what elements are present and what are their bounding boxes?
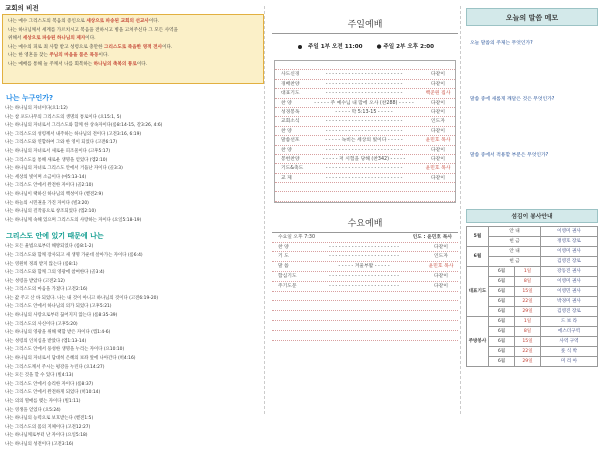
schedule-person: 이영미 권사 — [541, 247, 598, 257]
schedule-person: 미 리 아 — [541, 357, 598, 367]
order-detail: - - - - - 막 5:13-15 - - - - - — [335, 109, 393, 115]
vision-highlight: 주님의 마음을 품은 목동 — [49, 53, 99, 58]
order-detail: - - - - - - - - - - - - - - - - - - - - - - - - — [325, 175, 403, 181]
wednesday-order-row — [272, 262, 458, 272]
schedule-person: 이영미 권사 — [541, 227, 598, 237]
in-christ-statement: 나는 그리스도 안에서 풍성한 생명을 누리는 자이다 (요10:10) — [5, 347, 125, 353]
sunday-order-row — [275, 70, 455, 79]
schedule-day: 29일 — [515, 307, 541, 317]
order-person: 다같이 — [431, 156, 445, 162]
in-christ-statement: 나는 그리스도 안에서 승리한 자이다 (롬8:37) — [5, 381, 94, 387]
order-person: 다같이 — [434, 274, 448, 280]
right-panel — [466, 8, 598, 367]
order-label — [275, 183, 307, 191]
order-label: 말씀선포 — [281, 138, 300, 144]
schedule-month: 6월 — [489, 317, 515, 327]
order-person — [424, 292, 458, 301]
order-person: 다같이 — [431, 128, 445, 134]
schedule-person: 정영호 장로 — [541, 237, 598, 247]
sunday-order-table — [274, 60, 456, 203]
vision-text: 나는 예배를 통해 늘 주께서 나를 회복하는 — [8, 61, 94, 67]
vision-text: 이다. — [136, 61, 148, 67]
identity-statement: 나는 하나님이 택하신 하나님의 백성이다 (벧전2:9) — [5, 191, 104, 197]
sunday-order-row — [275, 117, 455, 126]
sunday-order-row — [275, 61, 455, 70]
schedule-day: 22일 — [515, 297, 541, 307]
left-panel — [2, 2, 264, 447]
vision-text: 이다. — [162, 44, 173, 50]
wednesday-time: 수요일 오후 7:30 — [278, 234, 315, 240]
order-label — [275, 61, 307, 69]
vision-text: 이다. — [85, 36, 96, 41]
identity-statement: 나는 세상의 빛이며 소금이다 (마5:13-14) — [5, 174, 87, 180]
schedule-role: 안 내 — [489, 227, 541, 237]
schedule-person: 드 보 라 — [541, 317, 598, 327]
memo-question: 오늘 말씀의 주제는 무엇인가? — [470, 41, 533, 46]
order-person: 다같이 — [431, 100, 445, 106]
order-label — [272, 321, 304, 330]
order-label — [272, 311, 304, 320]
memo-answer-space — [466, 104, 598, 138]
order-person: 다같이 — [431, 109, 445, 115]
in-christ-statement: 나는 하나님의 사랑으로부터 끊어지지 않는다 (롬8:35-39) — [5, 313, 118, 319]
wednesday-leader: 인도 : 윤민호 목사 — [412, 234, 452, 240]
in-christ-statement: 나는 그리스도와 함께 장사되고 새 생명 가운데 살아가는 자이다 (롬6:4) — [5, 252, 143, 258]
panel-divider — [264, 6, 265, 414]
sunday-order-row — [275, 136, 455, 145]
in-christ-statement: 나는 그리스도 안에서 완전하게 되었다 (히10:14) — [5, 390, 101, 396]
schedule-person: 에스더구역 — [541, 327, 598, 337]
in-christ-statement: 나는 하나님의 능력으로 보호받는다 (벧전1:5) — [5, 416, 94, 422]
order-detail: - - - - - - - - - - - - - - - - - - - - - - — [328, 244, 400, 250]
in-christ-statement: 나는 성령을 받았다 (고전2:12) — [5, 278, 65, 284]
sunday-order-row — [275, 146, 455, 155]
schedule-role: 안 내 — [489, 247, 541, 257]
order-detail: - - - - - - - - - - - - - - - - - - - - - - - - — [325, 119, 403, 125]
wednesday-header-row — [272, 233, 458, 243]
schedule-month: 6월 — [489, 287, 515, 297]
order-detail — [307, 183, 421, 191]
order-person: 윤민호 목사 — [425, 138, 451, 144]
schedule-person: 사역 구역 — [541, 337, 598, 347]
vision-text: 이다. — [148, 19, 160, 24]
schedule-person: 이영민 권사 — [541, 287, 598, 297]
in-christ-statement: 나는 하나님의 성전이다 (고전3:16) — [5, 441, 74, 447]
in-christ-statement: 나는 모든 율법으로부터 해방되었다 (롬8:1-2) — [5, 244, 94, 250]
identity-statement: 나는 하나님의 걸작품으로 창조되었다 (엡2:10) — [5, 209, 96, 215]
sunday-order-row — [275, 183, 455, 192]
order-person: 다같이 — [431, 147, 445, 153]
wednesday-order-row — [272, 282, 458, 292]
in-christ-statement: 나는 그리스도 안에서 하나님의 의가 되었다 (고후5:21) — [5, 304, 112, 310]
schedule-month: 6월 — [489, 307, 515, 317]
in-christ-statement: 나는 영생을 얻었다 (요5:24) — [5, 407, 61, 413]
schedule-title: 섬김이 봉사안내 — [466, 209, 598, 223]
schedule-role: 헌 금 — [489, 237, 541, 247]
schedule-day: 8일 — [515, 277, 541, 287]
bullet-icon — [298, 45, 302, 49]
schedule-month: 6월 — [489, 277, 515, 287]
order-person: 다같이 — [431, 81, 445, 87]
in-christ-statement: 나는 그리스도와 함께 그의 영광에 참여한다 (골3:4) — [5, 270, 105, 276]
order-label: 찬 양 — [281, 100, 292, 106]
identity-statement: 나는 그리스도의 성령께서 내주하는 하나님의 전이다 (고전3:16, 6:19) — [5, 131, 142, 137]
in-christ-statement: 나는 하나님께로부터 난 자이다 (요일5:18) — [5, 433, 88, 439]
order-label: 사도신경 — [281, 72, 300, 78]
order-person — [424, 331, 458, 340]
order-label: 경배찬양 — [281, 81, 300, 87]
schedule-person: 강동진 권사 — [541, 267, 598, 277]
in-christ-statement: 나는 값 주고 산 바 되었다. 나는 내 것이 아니고 하나님의 것이다 (고전6:19-20) — [5, 295, 159, 301]
order-detail: - - - - - - - - - - - - - - - - - - - - - - — [328, 274, 400, 280]
identity-statement: 나는 하나님께 속해 있으며 그리스도의 사랑하는 자이다 (요일5:18-19) — [5, 217, 142, 223]
schedule-day: 1일 — [515, 267, 541, 277]
order-detail: - - - - - 겨울부활 - - - - - — [338, 264, 390, 270]
vision-text: 이다. — [98, 53, 109, 58]
order-detail — [304, 311, 424, 320]
order-label: 교 제 — [281, 175, 292, 181]
identity-statement: 나는 하늘의 시민권을 가진 자이다 (빌3:20) — [5, 200, 89, 206]
sunday-order-row — [275, 108, 455, 117]
sunday-order-row — [275, 155, 455, 164]
sunday-service-times — [272, 34, 458, 60]
section-in-christ-title: 그리스도 안에 있기 때문에 나는 — [6, 232, 104, 241]
order-detail — [304, 321, 424, 330]
in-christ-statement: 나는 하나님의 영광을 위해 택함 받은 자이다 (엡1:4-6) — [5, 330, 111, 336]
order-label: 봉헌찬양 — [281, 156, 300, 162]
wednesday-order-table — [272, 243, 458, 341]
order-detail: - - - - - 주 예수님 내 맘에 오사 (찬288) - - - - - — [314, 100, 414, 106]
schedule-group: 5월 — [467, 227, 489, 247]
order-person: 인도자 — [434, 254, 448, 260]
in-christ-statement: 나는 성령의 인치심을 받았다 (엡1:13-14) — [5, 338, 87, 344]
order-detail: - - - - - - - - - - - - - - - - - - - - - - - - — [325, 128, 403, 134]
bullet-icon: ● — [376, 44, 382, 50]
vision-line — [8, 44, 258, 53]
order-person: 다같이 — [431, 175, 445, 181]
schedule-day: 8일 — [515, 327, 541, 337]
schedule-month: 6월 — [489, 337, 515, 347]
order-detail: - - - - - - - - - - - - - - - - - - - - - - - - — [325, 147, 403, 153]
schedule-month: 6월 — [489, 297, 515, 307]
schedule-group: 대표기도 — [467, 267, 489, 317]
order-label: 말 씀 — [278, 264, 289, 270]
schedule-role: 헌 금 — [489, 257, 541, 267]
vision-text: 위해서 — [8, 36, 23, 41]
in-christ-statement: 나는 그리스도의 사신이다 (고후5:20) — [5, 321, 78, 327]
order-detail: - - - - - - - - - - - - - - - - - - - - - - - - — [325, 166, 403, 172]
memo-answer-space — [466, 160, 598, 194]
sunday-order-row — [275, 164, 455, 173]
order-detail — [304, 331, 424, 340]
memo-questions — [466, 40, 598, 194]
order-detail: - - - - - - - - - - - - - - - - - - - - - - - - — [325, 91, 403, 97]
vision-highlight: 하나님의 축복의 통로 — [93, 61, 137, 67]
schedule-day: 15일 — [515, 337, 541, 347]
memo-title: 오늘의 말씀 메모 — [466, 8, 598, 26]
in-christ-statement: 나는 의의 열매를 맺는 자이다 (빌1:11) — [5, 399, 81, 404]
vision-text: 나는 한 영혼을 찾는 — [8, 53, 50, 58]
order-person — [421, 61, 455, 69]
section-who-am-i-list — [2, 105, 264, 225]
schedule-month: 6월 — [489, 347, 515, 357]
order-label: 찬 양 — [281, 147, 292, 153]
order-detail: - - - - - - - - - - - - - - - - - - - - - - - - — [325, 72, 403, 78]
schedule-day: 15일 — [515, 287, 541, 297]
schedule-row — [467, 317, 598, 327]
vision-line — [8, 27, 258, 36]
order-person — [424, 321, 458, 330]
order-detail: - - - - - 녹비는 세상의 빛이다 - - - - - — [325, 138, 403, 144]
schedule-table — [466, 226, 598, 367]
wednesday-service-title: 수요예배 — [272, 215, 458, 233]
identity-statement: 나는 그리스도를 통해 새로운 생명을 얻었다 (엡2:10) — [5, 157, 108, 163]
in-christ-statement: 나는 그리스도의 마음을 가졌다 (고전2:16) — [5, 287, 88, 293]
order-person: 다같이 — [431, 72, 445, 78]
schedule-person: 박경미 권사 — [541, 297, 598, 307]
wednesday-order-row — [272, 292, 458, 302]
sunday-order-row — [275, 174, 455, 183]
in-christ-statement: 나는 영원히 정죄 받지 않는다 (롬8:1) — [5, 261, 78, 267]
order-detail: - - - - - - - - - - - - - - - - - - - - - - — [328, 254, 400, 260]
schedule-row — [467, 227, 598, 237]
in-christ-statement: 나는 모든 것을 할 수 있다 (빌4:13) — [5, 373, 74, 379]
order-person: 인도자 — [431, 119, 445, 125]
sunday-order-row — [275, 80, 455, 89]
identity-statement: 나는 하나님의 자녀로서 그리스도와 함께 한 상속자이다(롬8:14-15, 갈3:26, 4:6) — [5, 123, 163, 129]
vision-text: 나는 하나님께서 세계를 가르치시고 복음을 전하시고 병을 고쳐주신다 그 모든 사역을 — [8, 27, 178, 33]
order-label — [272, 301, 304, 310]
order-detail — [304, 301, 424, 310]
memo-question: 말씀 중에 새롭게 깨달은 것은 무엇인가? — [470, 97, 555, 102]
order-detail — [307, 192, 421, 200]
schedule-person: 김영진 장로 — [541, 307, 598, 317]
vision-text: 나는 예수의 피로 죄 사함 받고 성령으로 충만한 — [8, 44, 104, 50]
memo-question: 말씀 중에서 적용할 부분은 무엇인가? — [470, 153, 549, 158]
schedule-group: 주방봉사 — [467, 317, 489, 367]
order-person: 백준원 집사 — [425, 91, 451, 97]
order-person — [421, 192, 455, 200]
memo-answer-space — [466, 48, 598, 82]
schedule-day: 29일 — [515, 357, 541, 367]
vision-highlight: 세상으로 파송된 하나님의 제자 — [22, 36, 86, 41]
sunday-order-row — [275, 99, 455, 108]
order-label: 찬 양 — [281, 128, 292, 134]
vision-highlight: 세상으로 파송된 교회의 선교사 — [86, 19, 149, 24]
order-label — [275, 192, 307, 200]
schedule-month: 6월 — [489, 357, 515, 367]
order-person — [421, 183, 455, 191]
section-in-christ-list — [2, 243, 264, 449]
order-detail: - - - - - 저 시험을 당해 (찬342) - - - - - — [322, 156, 406, 162]
order-person: 윤민호 목사 — [428, 264, 454, 270]
order-detail — [307, 61, 421, 69]
schedule-row — [467, 247, 598, 257]
schedule-person: 김영진 장로 — [541, 257, 598, 267]
sunday-order-row — [275, 127, 455, 136]
schedule-month: 6월 — [489, 327, 515, 337]
schedule-person: 룻 식 박 — [541, 347, 598, 357]
vision-box — [2, 14, 264, 84]
vision-text: 나는 예수 그리스도의 복음의 증인으로 — [8, 19, 87, 24]
schedule-row — [467, 267, 598, 277]
order-label — [272, 292, 304, 301]
in-christ-statement: 나는 그리스도의 몸의 지체이다 (고전12:27) — [5, 424, 91, 430]
in-christ-statement: 나는 그리스도께서 주시는 평강을 누린다 (요14:27) — [5, 364, 105, 370]
identity-statement: 나는 하나님의 자녀로서 새로운 피조물이다 (고후5:17) — [5, 148, 111, 154]
order-detail: - - - - - - - - - - - - - - - - - - - - - - — [328, 283, 400, 289]
order-person — [424, 301, 458, 310]
identity-statement: 나는 하나님의 자녀이다(요1:12) — [5, 106, 68, 111]
schedule-day: 22일 — [515, 347, 541, 357]
order-label: 기도&축도 — [281, 166, 304, 172]
order-label — [272, 331, 304, 340]
wednesday-order-row — [272, 272, 458, 282]
vision-line — [8, 35, 258, 44]
identity-statement: 나는 하나님의 자녀로 그리스도 안에서 거듭난 자이다 (골3:3) — [5, 166, 123, 172]
order-label: 주기도문 — [278, 283, 297, 289]
sunday-order-row — [275, 89, 455, 98]
sunday-service-title: 주일예배 — [272, 16, 458, 34]
order-label: 대표기도 — [281, 91, 300, 97]
sunday-time-2: 주일 2부 오후 2:00 — [383, 44, 435, 50]
wednesday-order-row — [272, 331, 458, 341]
schedule-day: 1일 — [515, 317, 541, 327]
in-christ-statement: 나는 하나님의 자녀로서 담대히 은혜의 보좌 앞에 나아간다 (히4:16) — [5, 356, 136, 362]
section-who-am-i-title: 나는 누구인가? — [6, 94, 54, 102]
wednesday-order-row — [272, 301, 458, 311]
order-person — [424, 311, 458, 320]
sunday-order-row — [275, 192, 455, 201]
order-person: 다같이 — [434, 283, 448, 289]
order-label: 성경봉독 — [281, 109, 300, 115]
panel-divider — [460, 6, 461, 414]
wednesday-order-row — [272, 311, 458, 321]
order-person: 윤민호 목사 — [425, 166, 451, 172]
schedule-month: 6월 — [489, 267, 515, 277]
order-detail — [304, 292, 424, 301]
identity-statement: 나는 그리스도 안에서 완전한 자이다 (골2:10) — [5, 183, 94, 189]
schedule-group: 6월 — [467, 247, 489, 267]
schedule-person: 이영미 권사 — [541, 277, 598, 287]
order-label: 찬 양 — [278, 244, 289, 250]
identity-statement: 나는 그리스도와 연합하여 그와 한 영이 되었다 (고전6:17) — [5, 140, 118, 146]
identity-statement: 나는 참 포도나무의 그리스도의 생명의 통로이다 (요15:1, 5) — [5, 114, 122, 120]
order-detail: - - - - - - - - - - - - - - - - - - - - - - - - — [325, 81, 403, 87]
order-person: 다같이 — [434, 244, 448, 250]
order-label: 교회소식 — [281, 119, 300, 125]
wednesday-order-row — [272, 321, 458, 331]
vision-line — [8, 18, 258, 27]
wednesday-order-row — [272, 252, 458, 262]
wednesday-order-row — [272, 243, 458, 253]
vision-line — [8, 61, 258, 70]
vision-title: 교회의 비전 — [5, 4, 39, 12]
vision-line — [8, 52, 258, 61]
middle-panel — [272, 16, 458, 341]
order-label: 합심기도 — [278, 274, 297, 280]
sunday-time-1: 주일 1부 오전 11:00 — [308, 44, 363, 50]
vision-highlight: 그리스도로 죽음한 영적 전사 — [104, 44, 163, 50]
order-label: 기 도 — [278, 254, 289, 260]
